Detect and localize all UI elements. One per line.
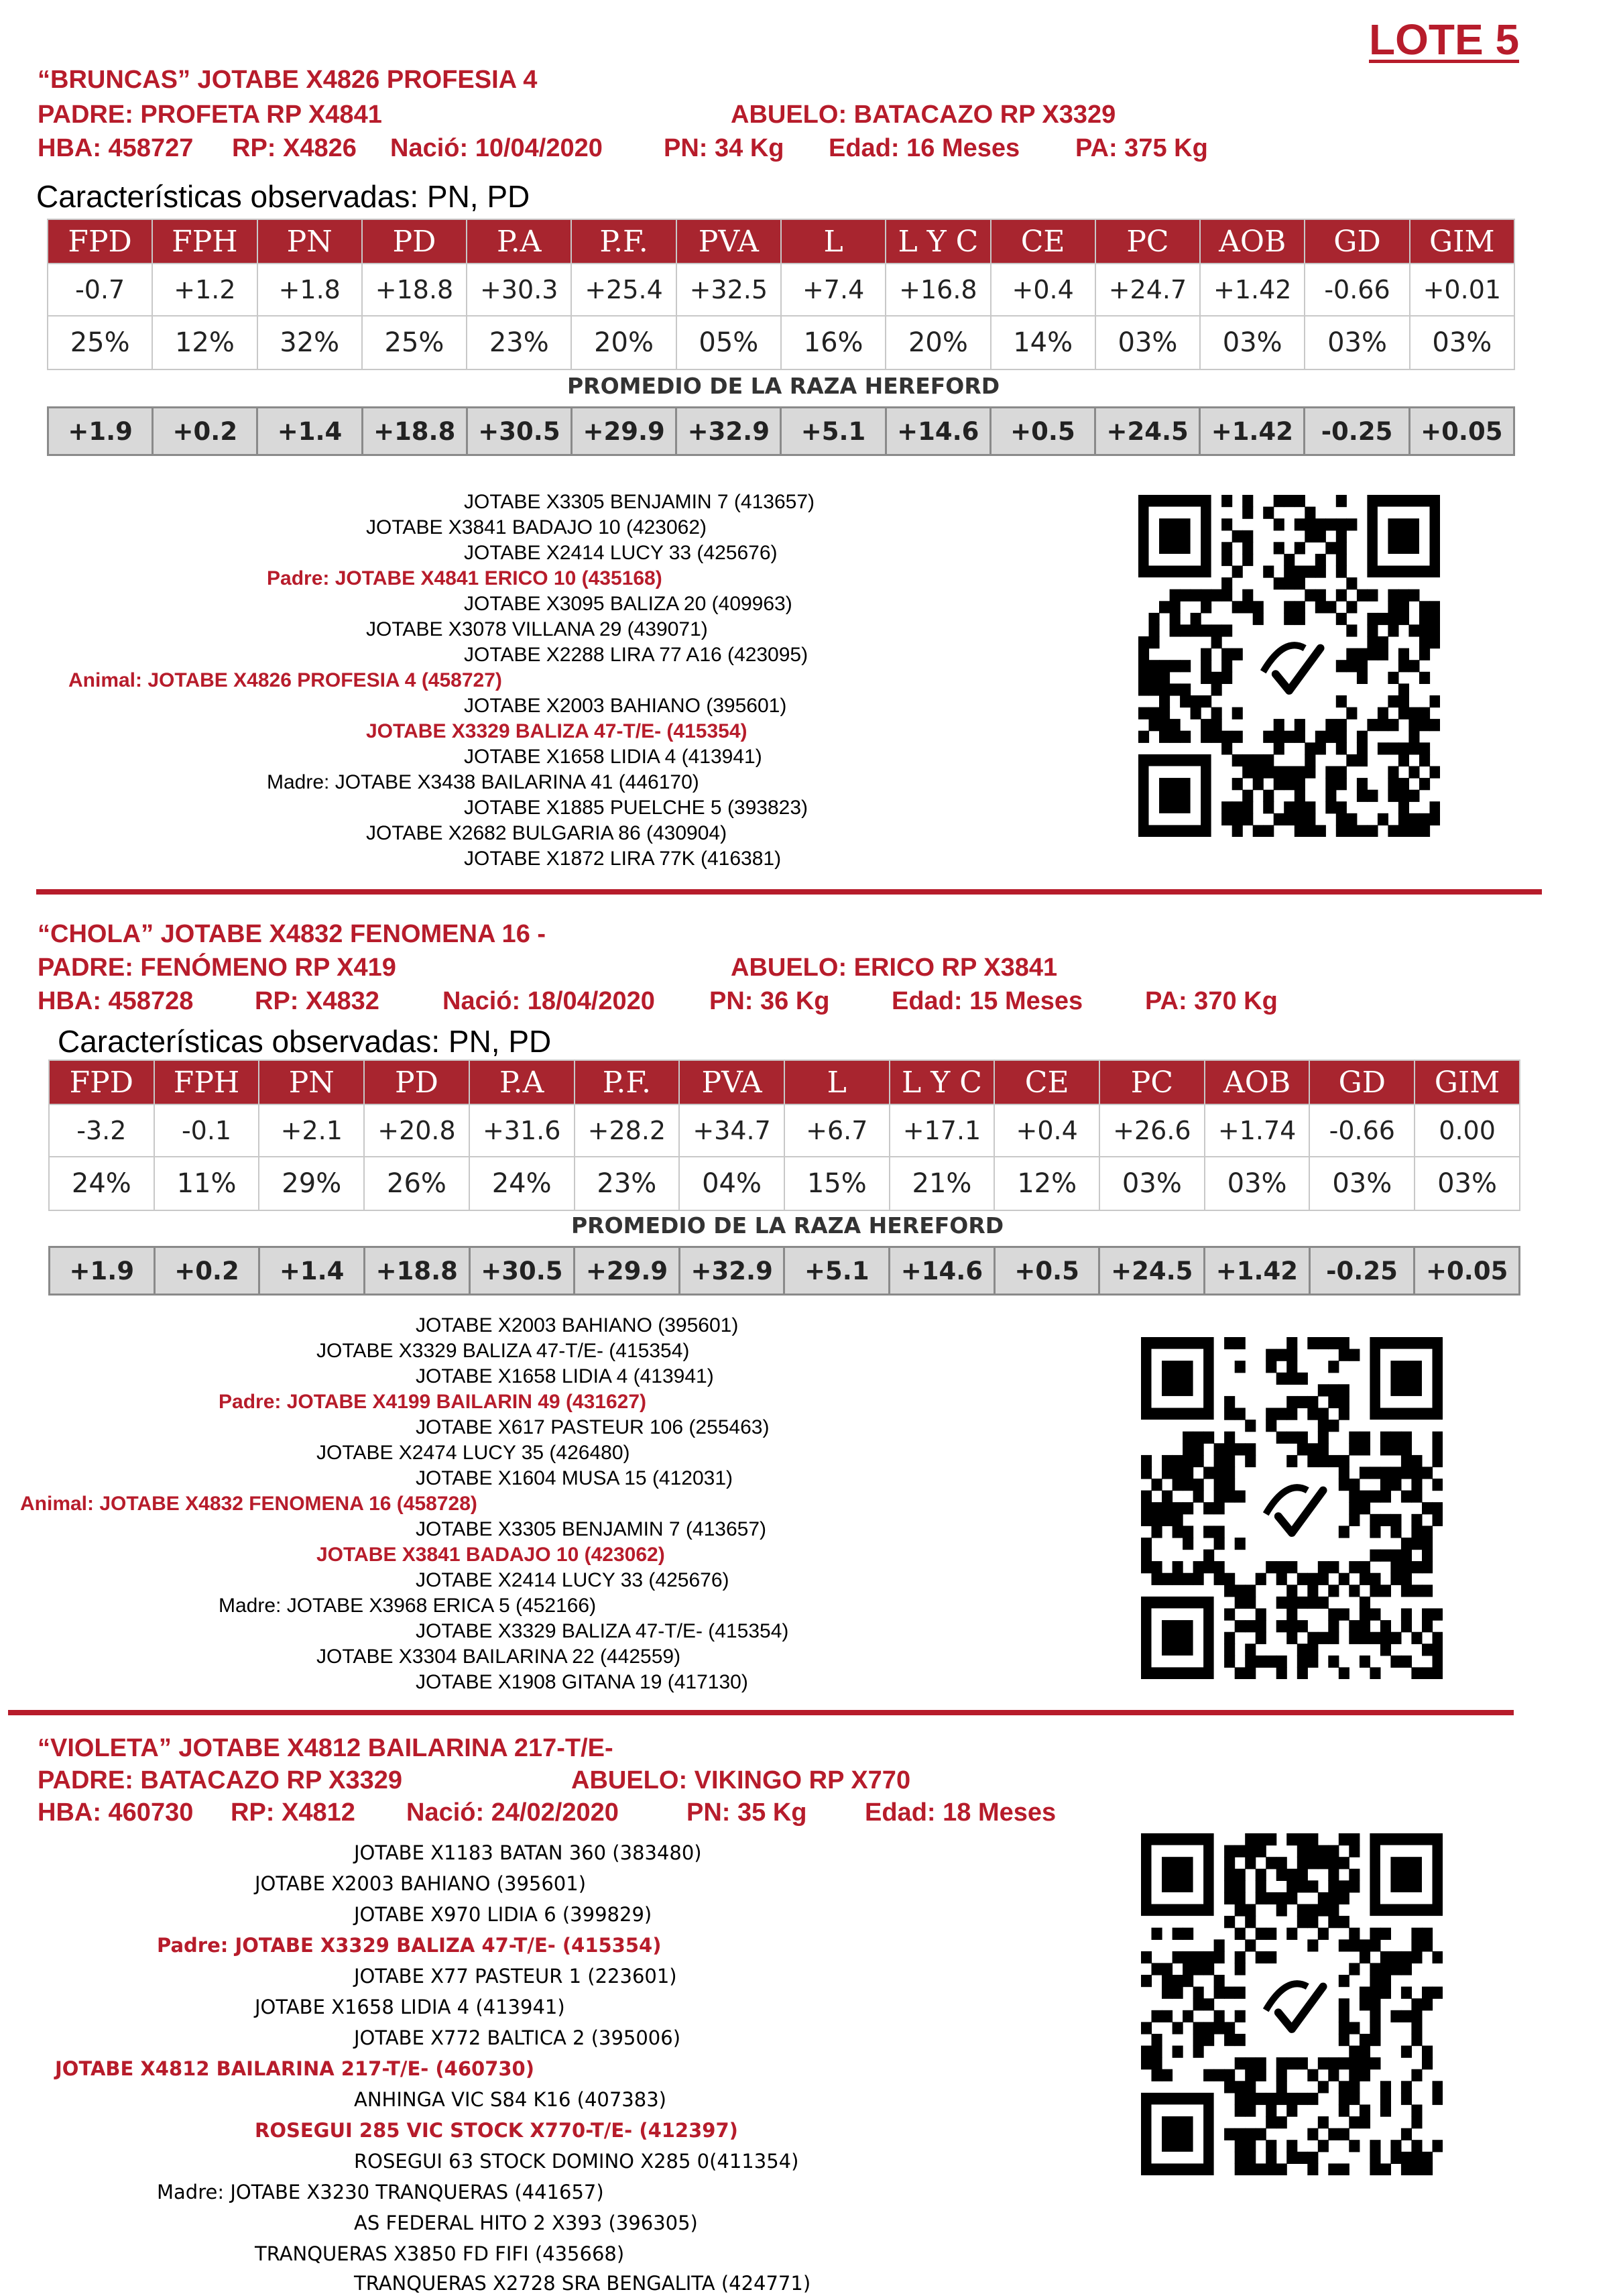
epd-value-cell: 0.00 xyxy=(1415,1104,1520,1157)
promedio-cell: +18.8 xyxy=(362,408,467,455)
promedio-row xyxy=(48,408,1514,455)
lote-title: LOTE 5 xyxy=(1369,15,1520,64)
epd-header-cell: PC xyxy=(1099,1060,1205,1104)
epd-value-cell: +1.42 xyxy=(1200,264,1305,316)
epd-precision-cell: 03% xyxy=(1305,316,1409,369)
promedio-cell: +1.42 xyxy=(1205,1247,1310,1295)
pedigree-entry: JOTABE X1658 LIDIA 4 (413941) xyxy=(416,1365,714,1387)
pedigree-entry: JOTABE X3095 BALIZA 20 (409963) xyxy=(464,593,792,615)
epd-value-cell: -0.7 xyxy=(48,264,152,316)
epd-precision-cell: 03% xyxy=(1099,1157,1205,1210)
edad: Edad: 15 Meses xyxy=(892,987,1083,1015)
animal-title: “CHOLA” JOTABE X4832 FENOMENA 16 - xyxy=(38,920,546,948)
pedigree-abuelo: JOTABE X3329 BALIZA 47-T/E- (415354) xyxy=(366,720,747,742)
epd-precision-cell: 04% xyxy=(679,1157,784,1210)
nacio: Nació: 24/02/2020 xyxy=(406,1798,619,1827)
pa: PA: 375 Kg xyxy=(1075,134,1208,162)
epd-header-cell: P.A xyxy=(469,1060,575,1104)
epd-value-cell: +17.1 xyxy=(890,1104,995,1157)
epd-precision-cell: 23% xyxy=(467,316,571,369)
epd-precision-cell: 26% xyxy=(364,1157,469,1210)
epd-precision-cell: 20% xyxy=(886,316,990,369)
epd-value-cell: +34.7 xyxy=(679,1104,784,1157)
epd-header-cell: AOB xyxy=(1205,1060,1310,1104)
promedio-title: PROMEDIO DE LA RAZA HEREFORD xyxy=(571,1212,1004,1239)
epd-header-cell: PN xyxy=(259,1060,364,1104)
epd-row-vals xyxy=(49,1104,1520,1157)
epd-row-hd xyxy=(48,219,1514,264)
epd-value-cell: +26.6 xyxy=(1099,1104,1205,1157)
epd-value-cell: +31.6 xyxy=(469,1104,575,1157)
pedigree-entry: JOTABE X3078 VILLANA 29 (439071) xyxy=(366,618,708,640)
promedio-cell: +24.5 xyxy=(1099,1247,1205,1295)
pedigree-entry: JOTABE X2003 BAHIANO (395601) xyxy=(255,1872,587,1895)
pedigree-madre: Madre: JOTABE X3968 ERICA 5 (452166) xyxy=(219,1595,597,1617)
epd-header-cell: AOB xyxy=(1200,219,1305,264)
caracteristicas-observadas: Características observadas: PN, PD xyxy=(58,1024,552,1059)
pedigree-entry: JOTABE X77 PASTEUR 1 (223601) xyxy=(354,1965,677,1988)
epd-value-cell: +16.8 xyxy=(886,264,990,316)
epd-header-cell: GD xyxy=(1305,219,1409,264)
promedio-cell: +0.5 xyxy=(990,408,1095,455)
pa: PA: 370 Kg xyxy=(1145,987,1278,1015)
epd-value-cell: +20.8 xyxy=(364,1104,469,1157)
edad: Edad: 18 Meses xyxy=(865,1798,1057,1827)
epd-row-pct xyxy=(48,316,1514,369)
epd-precision-cell: 23% xyxy=(575,1157,680,1210)
promedio-cell: +1.4 xyxy=(259,1247,365,1295)
pedigree-entry: JOTABE X2414 LUCY 33 (425676) xyxy=(416,1569,729,1591)
padre-line: PADRE: BATACAZO RP X3329 xyxy=(38,1766,403,1794)
epd-header-cell: PVA xyxy=(679,1060,784,1104)
epd-precision-cell: 05% xyxy=(676,316,781,369)
pedigree-entry: TRANQUERAS X2728 SRA BENGALITA (424771) xyxy=(354,2272,811,2295)
epd-precision-cell: 03% xyxy=(1095,316,1200,369)
promedio-cell: +0.05 xyxy=(1409,408,1514,455)
epd-precision-cell: 29% xyxy=(259,1157,364,1210)
promedio-row xyxy=(50,1247,1520,1295)
pedigree-entry: JOTABE X2474 LUCY 35 (426480) xyxy=(316,1442,630,1464)
epd-row-hd xyxy=(49,1060,1520,1104)
qr-code[interactable] xyxy=(1138,495,1440,837)
epd-value-cell: +0.4 xyxy=(991,264,1095,316)
pedigree-entry: JOTABE X1604 MUSA 15 (412031) xyxy=(416,1467,733,1489)
pedigree-padre: Padre: JOTABE X4199 BAILARIN 49 (431627) xyxy=(219,1391,647,1413)
epd-value-cell: +1.2 xyxy=(152,264,257,316)
promedio-cell: +30.5 xyxy=(469,1247,575,1295)
pedigree-entry: JOTABE X1885 PUELCHE 5 (393823) xyxy=(464,797,808,819)
animal-title: “BRUNCAS” JOTABE X4826 PROFESIA 4 xyxy=(38,66,538,94)
epd-header-cell: L xyxy=(781,219,886,264)
epd-precision-cell: 11% xyxy=(154,1157,259,1210)
epd-header-cell: P.F. xyxy=(575,1060,680,1104)
promedio-cell: +24.5 xyxy=(1095,408,1200,455)
promedio-table xyxy=(47,406,1515,456)
hba: HBA: 458728 xyxy=(38,987,194,1015)
pedigree-padre: Padre: JOTABE X4841 ERICO 10 (435168) xyxy=(267,567,662,589)
pedigree-madre: Madre: JOTABE X3230 TRANQUERAS (441657) xyxy=(157,2181,604,2203)
pedigree-abuelo: JOTABE X3841 BADAJO 10 (423062) xyxy=(316,1544,665,1566)
epd-table xyxy=(47,219,1515,370)
promedio-cell: +18.8 xyxy=(364,1247,469,1295)
epd-precision-cell: 25% xyxy=(48,316,152,369)
epd-header-cell: PD xyxy=(362,219,467,264)
epd-header-cell: GIM xyxy=(1415,1060,1520,1104)
epd-precision-cell: 25% xyxy=(362,316,467,369)
pn: PN: 35 Kg xyxy=(686,1798,807,1827)
caracteristicas-observadas: Características observadas: PN, PD xyxy=(36,179,530,214)
nacio: Nació: 10/04/2020 xyxy=(390,134,603,162)
qr-code[interactable] xyxy=(1141,1337,1443,1679)
epd-precision-cell: 21% xyxy=(890,1157,995,1210)
epd-header-cell: GIM xyxy=(1410,219,1514,264)
epd-value-cell: +25.4 xyxy=(571,264,676,316)
promedio-cell: -0.25 xyxy=(1305,408,1409,455)
epd-header-cell: CE xyxy=(991,219,1095,264)
pedigree-entry: JOTABE X1872 LIRA 77K (416381) xyxy=(464,848,782,870)
pedigree-entry: JOTABE X3305 BENJAMIN 7 (413657) xyxy=(464,491,815,513)
rp: RP: X4826 xyxy=(232,134,357,162)
promedio-cell: +14.6 xyxy=(886,408,990,455)
promedio-cell: +1.42 xyxy=(1200,408,1305,455)
epd-value-cell: +1.8 xyxy=(257,264,362,316)
pedigree-entry: JOTABE X1183 BATAN 360 (383480) xyxy=(354,1841,702,1864)
promedio-cell: +0.05 xyxy=(1415,1247,1520,1295)
pedigree-abuelo: ROSEGUI 285 VIC STOCK X770-T/E- (412397) xyxy=(255,2119,738,2142)
epd-table xyxy=(48,1059,1520,1211)
epd-header-cell: P.F. xyxy=(571,219,676,264)
pedigree-padre: Padre: JOTABE X3329 BALIZA 47-T/E- (415354) xyxy=(157,1934,662,1957)
epd-header-cell: PVA xyxy=(676,219,781,264)
pedigree-entry: JOTABE X3329 BALIZA 47-T/E- (415354) xyxy=(416,1620,789,1642)
pedigree-entry: JOTABE X3841 BADAJO 10 (423062) xyxy=(366,516,707,538)
epd-header-cell: P.A xyxy=(467,219,571,264)
epd-value-cell: +0.01 xyxy=(1410,264,1514,316)
pedigree-entry: JOTABE X2003 BAHIANO (395601) xyxy=(416,1314,739,1336)
pedigree-entry: ROSEGUI 63 STOCK DOMINO X285 0(411354) xyxy=(354,2150,799,2173)
epd-value-cell: +24.7 xyxy=(1095,264,1200,316)
pn: PN: 34 Kg xyxy=(664,134,784,162)
section-separator xyxy=(36,889,1542,895)
promedio-cell: +0.2 xyxy=(154,1247,259,1295)
epd-row-pct xyxy=(49,1157,1520,1210)
epd-value-cell: +7.4 xyxy=(781,264,886,316)
pedigree-entry: ANHINGA VIC S84 K16 (407383) xyxy=(354,2088,666,2111)
epd-header-cell: GD xyxy=(1309,1060,1415,1104)
qr-code[interactable] xyxy=(1141,1833,1443,2175)
epd-precision-cell: 03% xyxy=(1200,316,1305,369)
epd-header-cell: FPD xyxy=(49,1060,154,1104)
pedigree-entry: AS FEDERAL HITO 2 X393 (396305) xyxy=(354,2212,698,2234)
promedio-cell: +0.2 xyxy=(153,408,257,455)
abuelo-line: ABUELO: BATACAZO RP X3329 xyxy=(731,101,1116,129)
pedigree-entry: JOTABE X1658 LIDIA 4 (413941) xyxy=(255,1996,565,2018)
pedigree-entry: JOTABE X617 PASTEUR 106 (255463) xyxy=(416,1416,770,1438)
pedigree-entry: JOTABE X1658 LIDIA 4 (413941) xyxy=(464,746,762,768)
epd-header-cell: PC xyxy=(1095,219,1200,264)
epd-precision-cell: 20% xyxy=(571,316,676,369)
epd-value-cell: -3.2 xyxy=(49,1104,154,1157)
epd-precision-cell: 24% xyxy=(469,1157,575,1210)
hba: HBA: 458727 xyxy=(38,134,194,162)
promedio-cell: +29.9 xyxy=(572,408,676,455)
pedigree-animal: JOTABE X4812 BAILARINA 217-T/E- (460730) xyxy=(55,2057,534,2080)
epd-value-cell: +30.3 xyxy=(467,264,571,316)
promedio-cell: +29.9 xyxy=(575,1247,680,1295)
epd-precision-cell: 03% xyxy=(1205,1157,1310,1210)
promedio-cell: +5.1 xyxy=(781,408,886,455)
promedio-title: PROMEDIO DE LA RAZA HEREFORD xyxy=(567,373,1000,399)
epd-value-cell: -0.66 xyxy=(1305,264,1409,316)
padre-line: PADRE: FENÓMENO RP X419 xyxy=(38,954,396,982)
pedigree-entry: JOTABE X3305 BENJAMIN 7 (413657) xyxy=(416,1518,767,1540)
epd-header-cell: FPD xyxy=(48,219,152,264)
promedio-cell: +32.9 xyxy=(679,1247,784,1295)
pedigree-entry: JOTABE X1908 GITANA 19 (417130) xyxy=(416,1671,748,1693)
epd-value-cell: +32.5 xyxy=(676,264,781,316)
epd-value-cell: +28.2 xyxy=(575,1104,680,1157)
epd-precision-cell: 03% xyxy=(1415,1157,1520,1210)
epd-value-cell: +1.74 xyxy=(1205,1104,1310,1157)
animal-title: “VIOLETA” JOTABE X4812 BAILARINA 217-T/E- xyxy=(38,1734,613,1762)
pedigree-entry: TRANQUERAS X3850 FD FIFI (435668) xyxy=(255,2242,625,2265)
pedigree-entry: JOTABE X970 LIDIA 6 (399829) xyxy=(354,1903,652,1926)
pedigree-entry: JOTABE X2288 LIRA 77 A16 (423095) xyxy=(464,644,808,666)
pedigree-entry: JOTABE X3329 BALIZA 47-T/E- (415354) xyxy=(316,1340,690,1362)
epd-precision-cell: 16% xyxy=(781,316,886,369)
epd-precision-cell: 14% xyxy=(991,316,1095,369)
pn: PN: 36 Kg xyxy=(709,987,830,1015)
padre-line: PADRE: PROFETA RP X4841 xyxy=(38,101,382,129)
rp: RP: X4812 xyxy=(231,1798,355,1827)
epd-header-cell: L Y C xyxy=(886,219,990,264)
epd-precision-cell: 24% xyxy=(49,1157,154,1210)
epd-header-cell: L Y C xyxy=(890,1060,995,1104)
pedigree-animal: Animal: JOTABE X4832 FENOMENA 16 (458728) xyxy=(20,1493,477,1515)
hba: HBA: 460730 xyxy=(38,1798,194,1827)
edad: Edad: 16 Meses xyxy=(829,134,1020,162)
promedio-table xyxy=(48,1246,1520,1296)
epd-header-cell: PD xyxy=(364,1060,469,1104)
promedio-cell: +32.9 xyxy=(676,408,781,455)
epd-value-cell: +18.8 xyxy=(362,264,467,316)
epd-precision-cell: 12% xyxy=(152,316,257,369)
promedio-cell: +1.9 xyxy=(48,408,153,455)
epd-header-cell: FPH xyxy=(154,1060,259,1104)
promedio-cell: +1.4 xyxy=(257,408,362,455)
epd-header-cell: PN xyxy=(257,219,362,264)
pedigree-madre: Madre: JOTABE X3438 BAILARINA 41 (446170) xyxy=(267,771,699,793)
epd-value-cell: +6.7 xyxy=(784,1104,890,1157)
abuelo-line: ABUELO: VIKINGO RP X770 xyxy=(571,1766,911,1794)
epd-value-cell: +2.1 xyxy=(259,1104,364,1157)
nacio: Nació: 18/04/2020 xyxy=(442,987,655,1015)
rp: RP: X4832 xyxy=(255,987,379,1015)
epd-precision-cell: 03% xyxy=(1309,1157,1415,1210)
epd-value-cell: -0.1 xyxy=(154,1104,259,1157)
promedio-cell: +1.9 xyxy=(50,1247,155,1295)
promedio-cell: +0.5 xyxy=(994,1247,1099,1295)
epd-value-cell: -0.66 xyxy=(1309,1104,1415,1157)
epd-value-cell: +0.4 xyxy=(994,1104,1099,1157)
epd-precision-cell: 15% xyxy=(784,1157,890,1210)
epd-header-cell: FPH xyxy=(152,219,257,264)
promedio-cell: -0.25 xyxy=(1309,1247,1415,1295)
pedigree-entry: JOTABE X3304 BAILARINA 22 (442559) xyxy=(316,1646,681,1668)
pedigree-entry: JOTABE X772 BALTICA 2 (395006) xyxy=(354,2026,681,2049)
epd-row-vals xyxy=(48,264,1514,316)
pedigree-entry: JOTABE X2682 BULGARIA 86 (430904) xyxy=(366,822,727,844)
promedio-cell: +5.1 xyxy=(784,1247,890,1295)
section-separator xyxy=(8,1710,1514,1715)
pedigree-animal: Animal: JOTABE X4826 PROFESIA 4 (458727) xyxy=(68,669,502,691)
pedigree-entry: JOTABE X2003 BAHIANO (395601) xyxy=(464,695,787,717)
epd-header-cell: L xyxy=(784,1060,890,1104)
abuelo-line: ABUELO: ERICO RP X3841 xyxy=(731,954,1058,982)
promedio-cell: +14.6 xyxy=(890,1247,995,1295)
pedigree-entry: JOTABE X2414 LUCY 33 (425676) xyxy=(464,542,778,564)
epd-precision-cell: 03% xyxy=(1410,316,1514,369)
epd-header-cell: CE xyxy=(994,1060,1099,1104)
promedio-cell: +30.5 xyxy=(467,408,571,455)
epd-precision-cell: 12% xyxy=(994,1157,1099,1210)
epd-precision-cell: 32% xyxy=(257,316,362,369)
